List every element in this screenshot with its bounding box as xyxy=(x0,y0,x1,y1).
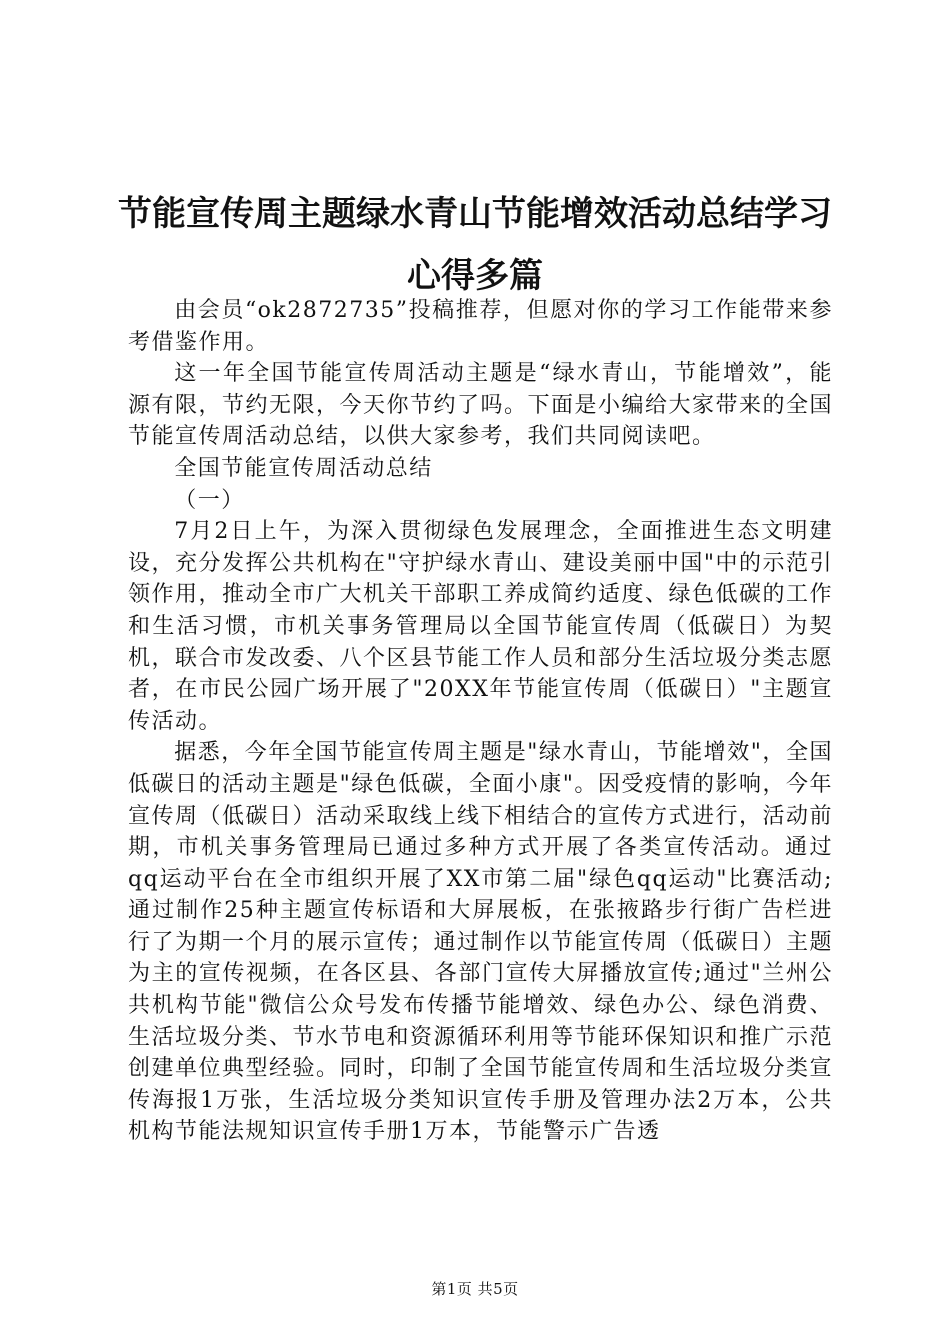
document-title: 节能宣传周主题绿水青山节能增效活动总结学习心得多篇 xyxy=(118,194,832,296)
document-body xyxy=(128,295,833,1148)
page-footer: 第1页 共5页 xyxy=(431,1280,519,1298)
paragraph-theme: 这一年全国节能宣传周活动主题是“绿水青山，节能增效”，能源有限，节约无限，今天你节约了吗。下面是小编给大家带来的全国节能宣传周活动总结，以供大家参考，我们共同阅读吧。 xyxy=(128,361,834,450)
paragraph-event: 7月2日上午，为深入贯彻绿色发展理念，全面推进生态文明建设，充分发挥公共机构在"守护绿水青山、建设美丽中国"中的示范引领作用，推动全市广大机关干部职工养成简约适度、绿色低碳的工作和生活习惯，市机关事务管理局以全国节能宣传周（低碳日）为契机，联合市发改委、八个区县节能工作人员和部分生活垃圾分类志愿者，在市民公园广场开展了"20XX年节能宣传周（低碳日）"主题宣传活动。 xyxy=(128,519,834,734)
paragraph-intro: 由会员“ok2872735”投稿推荐，但愿对你的学习工作能带来参考借鉴作用。 xyxy=(128,298,833,355)
section-number: （一） xyxy=(174,487,245,513)
paragraph-details: 据悉，今年全国节能宣传周主题是"绿水青山，节能增效"，全国低碳日的活动主题是"绿色低碳，全面小康"。因受疫情的影响，今年宣传周（低碳日）活动采取线上线下相结合的宣传方式进行，活动前期，市机关事务管理局已通过多种方式开展了各类宣传活动。通过qq运动平台在全市组织开展了XX市第二届"绿色qq运动"比赛活动;通过制作25种主题宣传标语和大屏展板，在张掖路步行街广告栏进行了为期一个月的展示宣传；通过制作以节能宣传周（低碳日）主题为主的宣传视频，在各区县、各部门宣传大屏播放宣传;通过"兰州公共机构节能"微信公众号发布传播节能增效、绿色办公、绿色消费、生活垃圾分类、节水节电和资源循环利用等节能环保知识和推广示范创建单位典型经验。同时，印制了全国节能宣传周和生活垃圾分类宣传海报1万张，生活垃圾分类知识宣传手册及管理办法2万本，公共机构节能法规知识宣传手册1万本，节能警示广告透 xyxy=(128,740,834,1145)
section-heading: 全国节能宣传周活动总结 xyxy=(174,455,433,481)
